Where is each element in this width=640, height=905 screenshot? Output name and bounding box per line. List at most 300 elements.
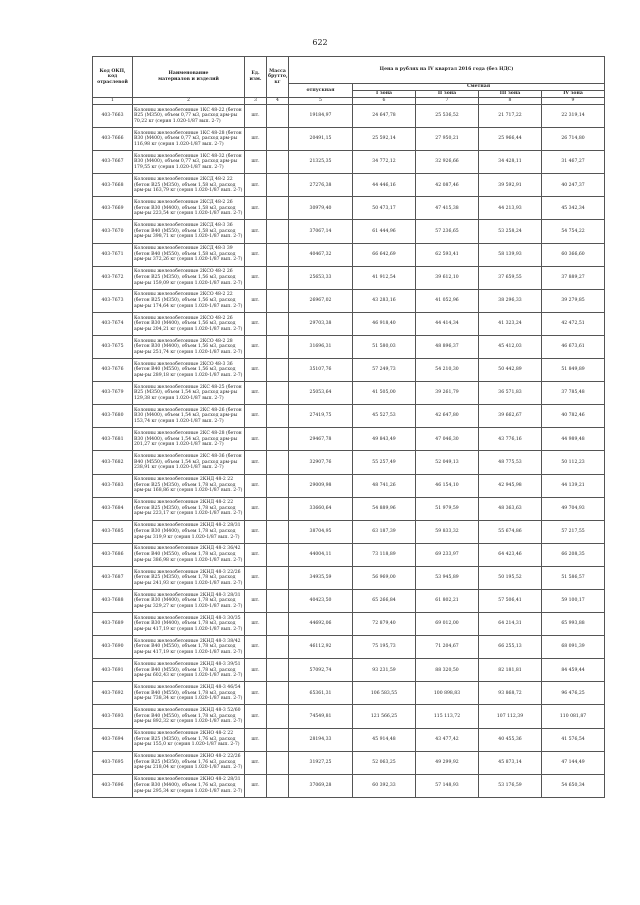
table-row <box>93 728 605 751</box>
cell-zone-4: 39 279,85 <box>542 289 605 312</box>
cell-zone-3: 82 181,81 <box>479 659 542 682</box>
cell-zone-1: 54 889,96 <box>353 497 416 520</box>
table-row <box>93 497 605 520</box>
cell-zone-4: 44 139,21 <box>542 474 605 497</box>
cell-zone-2: 52 049,13 <box>416 451 479 474</box>
cell-zone-3: 39 592,91 <box>479 174 542 197</box>
cell-price: 38704,95 <box>289 520 353 543</box>
cell-unit: шт. <box>245 197 267 220</box>
cell-name: Колонны железобетонные 2КС 48-28 (бетон В30 (М400), объем 1,54 м3, расход арм-ры 201,27 кг (серия 1.020-1/87 вып. 2-7) <box>133 428 245 451</box>
cell-zone-4: 68 091,39 <box>542 636 605 659</box>
cell-zone-3: 107 112,39 <box>479 705 542 728</box>
cell-name: Колонны железобетонные 2КСО 48-2 28 (бетон В30 (М400), объем 1,56 м3, расход арм-ры 251,74 кг (серия 1.020-1/87 вып. 2-7) <box>133 335 245 358</box>
cell-code: 403-7669 <box>93 197 133 220</box>
cell-zone-4: 47 144,49 <box>542 751 605 774</box>
cell-zone-4: 37 889,27 <box>542 266 605 289</box>
table-row <box>93 266 605 289</box>
cell-zone-2: 71 204,67 <box>416 636 479 659</box>
cell-unit: шт. <box>245 105 267 128</box>
table-row <box>93 636 605 659</box>
cell-price: 31927,25 <box>289 751 353 774</box>
cell-zone-2: 69 233,97 <box>416 543 479 566</box>
table-row <box>93 220 605 243</box>
cell-zone-4: 60 366,60 <box>542 243 605 266</box>
cell-name: Колонны железобетонные 2КСО 48-2 26 (бетон В25 (М350), объем 1,56 м3, расход арм-ры 159,09 кг (серия 1.020-1/87 вып. 2-7) <box>133 266 245 289</box>
cell-zone-1: 45 914,48 <box>353 728 416 751</box>
cell-code: 403-7686 <box>93 543 133 566</box>
cell-name: Колонны железобетонные 2КС 48-26 (бетон В30 (М400), объем 1,54 м3, расход арм-ры 153,74 кг (серия 1.020-1/87 вып. 2-7) <box>133 405 245 428</box>
cell-zone-3: 57 506,41 <box>479 589 542 612</box>
cell-zone-3: 45 412,03 <box>479 335 542 358</box>
colnum: 4 <box>267 98 289 105</box>
table-row <box>93 174 605 197</box>
cell-zone-2: 47 046,30 <box>416 428 479 451</box>
cell-mass <box>267 543 289 566</box>
colnum: 7 <box>416 98 479 105</box>
cell-name: Колонны железобетонные 2КСД 48-3 39 (бетон В40 (М550), объем 1,58 м3, расход арм-ры 372,26 кг (серия 1.020-1/87 вып. 2-7) <box>133 243 245 266</box>
table-row <box>93 705 605 728</box>
cell-zone-3: 93 868,72 <box>479 682 542 705</box>
cell-price: 26967,02 <box>289 289 353 312</box>
cell-price: 35107,76 <box>289 359 353 382</box>
cell-zone-2: 49 299,92 <box>416 751 479 774</box>
cell-mass <box>267 520 289 543</box>
cell-zone-2: 51 979,59 <box>416 497 479 520</box>
cell-zone-1: 65 266,84 <box>353 589 416 612</box>
cell-mass <box>267 705 289 728</box>
cell-zone-3: 44 213,93 <box>479 197 542 220</box>
cell-name: Колонны железобетонные 2КНО 48-2 22 (бетон В25 (М350), объем 1,76 м3, расход арм-ры 155,0 кг (серия 1.020-1/87 вып. 2-7) <box>133 728 245 751</box>
cell-zone-4: 54 650,34 <box>542 774 605 797</box>
cell-unit: шт. <box>245 751 267 774</box>
cell-price: 40467,32 <box>289 243 353 266</box>
header-mass: Масса брутто, кг <box>267 57 289 98</box>
cell-price: 33660,64 <box>289 497 353 520</box>
cell-zone-3: 41 323,24 <box>479 312 542 335</box>
header-price-title: Цена в рублях на IV квартал 2016 года (без НДС) <box>289 57 605 84</box>
cell-code: 403-7668 <box>93 174 133 197</box>
table-row <box>93 659 605 682</box>
cell-name: Колонны железобетонные 2КНД 48-3 22/26 (бетон В25 (М350), объем 1,78 м3, расход арм-ры 241,93 кг (серия 1.020-1/87 вып. 2-7) <box>133 566 245 589</box>
cell-mass <box>267 128 289 151</box>
cell-code: 403-7688 <box>93 589 133 612</box>
table-row <box>93 774 605 797</box>
cell-zone-4: 65 993,88 <box>542 613 605 636</box>
cell-zone-4: 96 476,25 <box>542 682 605 705</box>
cell-zone-1: 72 879,40 <box>353 613 416 636</box>
cell-price: 29467,78 <box>289 428 353 451</box>
header-name: Наименование материалов и изделий <box>133 57 245 98</box>
table-row <box>93 405 605 428</box>
cell-mass <box>267 613 289 636</box>
cell-name: Колонны железобетонные 2КНД 48-3 38/42 (бетон В40 (М550), объем 1,78 м3, расход арм-ры 417,19 кг (серия 1.020-1/87 вып. 2-7) <box>133 636 245 659</box>
cell-unit: шт. <box>245 589 267 612</box>
cell-zone-3: 58 139,93 <box>479 243 542 266</box>
cell-code: 403-7691 <box>93 659 133 682</box>
cell-zone-1: 63 187,39 <box>353 520 416 543</box>
cell-price: 27419,75 <box>289 405 353 428</box>
cell-zone-3: 64 214,31 <box>479 613 542 636</box>
cell-code: 403-7693 <box>93 705 133 728</box>
cell-mass <box>267 728 289 751</box>
colnum: 1 <box>93 98 133 105</box>
cell-code: 403-7679 <box>93 382 133 405</box>
cell-price: 65361,31 <box>289 682 353 705</box>
table-body <box>93 105 605 798</box>
cell-price: 19184,97 <box>289 105 353 128</box>
cell-zone-2: 42 087,46 <box>416 174 479 197</box>
cell-zone-3: 50 195,52 <box>479 566 542 589</box>
cell-zone-2: 61 802,21 <box>416 589 479 612</box>
table-row <box>93 243 605 266</box>
cell-price: 29703,38 <box>289 312 353 335</box>
colnum: 5 <box>289 98 353 105</box>
cell-mass <box>267 751 289 774</box>
cell-zone-2: 115 113,72 <box>416 705 479 728</box>
cell-zone-4: 66 208,35 <box>542 543 605 566</box>
cell-zone-2: 48 896,37 <box>416 335 479 358</box>
table-row <box>93 751 605 774</box>
cell-zone-2: 39 612,10 <box>416 266 479 289</box>
cell-zone-2: 27 950,21 <box>416 128 479 151</box>
colnum: 6 <box>353 98 416 105</box>
cell-zone-4: 22 319,14 <box>542 105 605 128</box>
cell-zone-4: 46 673,61 <box>542 335 605 358</box>
cell-zone-3: 48 363,63 <box>479 497 542 520</box>
table-row <box>93 359 605 382</box>
cell-code: 403-7666 <box>93 128 133 151</box>
cell-mass <box>267 405 289 428</box>
cell-mass <box>267 589 289 612</box>
cell-unit: шт. <box>245 705 267 728</box>
cell-zone-3: 50 442,89 <box>479 359 542 382</box>
table-row <box>93 566 605 589</box>
cell-unit: шт. <box>245 289 267 312</box>
cell-name: Колонны железобетонные 2КНД 48-2 28/31 (бетон В30 (М400), объем 1,78 м3, расход арм-ры 319,9 кг (серия 1.020-1/87 вып. 2-7) <box>133 520 245 543</box>
cell-zone-4: 26 714,80 <box>542 128 605 151</box>
cell-code: 403-7663 <box>93 105 133 128</box>
cell-zone-3: 40 455,36 <box>479 728 542 751</box>
cell-price: 44004,11 <box>289 543 353 566</box>
cell-zone-3: 42 945,98 <box>479 474 542 497</box>
cell-zone-4: 51 586,57 <box>542 566 605 589</box>
cell-mass <box>267 659 289 682</box>
cell-unit: шт. <box>245 220 267 243</box>
cell-zone-1: 25 592,14 <box>353 128 416 151</box>
cell-price: 20491,15 <box>289 128 353 151</box>
cell-zone-2: 46 154,10 <box>416 474 479 497</box>
cell-code: 403-7689 <box>93 613 133 636</box>
cell-zone-2: 25 536,52 <box>416 105 479 128</box>
cell-code: 403-7685 <box>93 520 133 543</box>
cell-name: Колонны железобетонные 2КНД 48-3 46/54 (бетон В40 (М550), объем 1,78 м3, расход арм-ры 738,34 кг (серия 1.020-1/87 вып. 2-7) <box>133 682 245 705</box>
cell-zone-2: 59 833,32 <box>416 520 479 543</box>
cell-zone-2: 62 593,41 <box>416 243 479 266</box>
cell-price: 28194,33 <box>289 728 353 751</box>
table-row <box>93 197 605 220</box>
header-zone-3: III зона <box>479 91 542 98</box>
cell-name: Колонны железобетонные 2КСД 48-2 26 (бетон В30 (М400), объем 1,58 м3, расход арм-ры 223,54 кг (серия 1.020-1/87 вып. 2-7) <box>133 197 245 220</box>
cell-mass <box>267 289 289 312</box>
cell-zone-4: 31 467,27 <box>542 151 605 174</box>
cell-name: Колонны железобетонные 2КНД 48-2 22 (бетон В25 (М350), объем 1,78 м3, расход арм-ры 168,86 кг (серия 1.020-1/87 вып. 2-7) <box>133 474 245 497</box>
cell-code: 403-7671 <box>93 243 133 266</box>
cell-price: 44692,06 <box>289 613 353 636</box>
price-table <box>92 56 605 798</box>
cell-unit: шт. <box>245 566 267 589</box>
cell-mass <box>267 105 289 128</box>
cell-zone-1: 75 195,73 <box>353 636 416 659</box>
cell-unit: шт. <box>245 428 267 451</box>
cell-name: Колонны железобетонные 2КС 48-36 (бетон В40 (М550), объем 1,54 м3, расход арм-ры 238,91 кг (серия 1.020-1/87 вып. 2-7) <box>133 451 245 474</box>
cell-zone-4: 110 081,87 <box>542 705 605 728</box>
cell-mass <box>267 428 289 451</box>
cell-zone-2: 42 647,80 <box>416 405 479 428</box>
cell-unit: шт. <box>245 682 267 705</box>
cell-mass <box>267 335 289 358</box>
cell-zone-3: 53 176,59 <box>479 774 542 797</box>
cell-zone-2: 57 236,65 <box>416 220 479 243</box>
cell-unit: шт. <box>245 174 267 197</box>
cell-zone-3: 39 662,67 <box>479 405 542 428</box>
cell-zone-3: 64 423,46 <box>479 543 542 566</box>
table-row <box>93 682 605 705</box>
cell-zone-1: 57 249,73 <box>353 359 416 382</box>
cell-zone-4: 40 247,37 <box>542 174 605 197</box>
cell-zone-3: 34 428,11 <box>479 151 542 174</box>
cell-unit: шт. <box>245 266 267 289</box>
cell-mass <box>267 451 289 474</box>
cell-zone-3: 55 674,86 <box>479 520 542 543</box>
cell-zone-1: 41 912,54 <box>353 266 416 289</box>
table-row <box>93 474 605 497</box>
cell-zone-2: 43 477,42 <box>416 728 479 751</box>
cell-zone-2: 100 898,83 <box>416 682 479 705</box>
cell-zone-1: 55 257,49 <box>353 451 416 474</box>
cell-code: 403-7676 <box>93 359 133 382</box>
cell-name: Колонны железобетонные 2КНД 48-2 36/42 (бетон В40 (М550), объем 1,78 м3, расход арм-ры 386,98 кг (серия 1.020-1/87 вып. 2-7) <box>133 543 245 566</box>
cell-zone-2: 54 210,30 <box>416 359 479 382</box>
cell-zone-4: 42 472,51 <box>542 312 605 335</box>
cell-zone-1: 52 063,25 <box>353 751 416 774</box>
cell-code: 403-7680 <box>93 405 133 428</box>
cell-zone-3: 36 571,83 <box>479 382 542 405</box>
cell-code: 403-7674 <box>93 312 133 335</box>
cell-unit: шт. <box>245 243 267 266</box>
cell-zone-2: 57 148,93 <box>416 774 479 797</box>
cell-name: Колонны железобетонные 1КС 48-32 (бетон В30 (М400), объем 0,77 м3, расход арм-ры 179,55 кг (серия 1.020-1/87 вып. 2-7) <box>133 151 245 174</box>
cell-unit: шт. <box>245 151 267 174</box>
cell-zone-2: 32 926,66 <box>416 151 479 174</box>
cell-unit: шт. <box>245 636 267 659</box>
header-row-1 <box>93 57 605 84</box>
cell-price: 37069,28 <box>289 774 353 797</box>
cell-code: 403-7682 <box>93 451 133 474</box>
cell-code: 403-7670 <box>93 220 133 243</box>
cell-zone-2: 69 012,00 <box>416 613 479 636</box>
cell-zone-1: 106 583,55 <box>353 682 416 705</box>
cell-zone-2: 39 261,79 <box>416 382 479 405</box>
page-number: 622 <box>312 38 328 47</box>
table-row <box>93 312 605 335</box>
cell-zone-1: 45 527,53 <box>353 405 416 428</box>
cell-mass <box>267 682 289 705</box>
cell-mass <box>267 359 289 382</box>
table-row <box>93 335 605 358</box>
cell-zone-1: 121 566,25 <box>353 705 416 728</box>
cell-zone-1: 46 918,40 <box>353 312 416 335</box>
cell-name: Колонны железобетонные 2КНД 48-3 30/35 (бетон В30 (М400), объем 1,78 м3, расход арм-ры 417,19 кг (серия 1.020-1/87 вып. 2-7) <box>133 613 245 636</box>
cell-name: Колонны железобетонные 2КНД 48-2 22 (бетон В25 (М350), объем 1,78 м3, расход арм-ры 223,17 кг (серия 1.020-1/87 вып. 2-7) <box>133 497 245 520</box>
cell-price: 57092,74 <box>289 659 353 682</box>
cell-zone-4: 51 849,89 <box>542 359 605 382</box>
cell-unit: шт. <box>245 382 267 405</box>
cell-mass <box>267 474 289 497</box>
cell-unit: шт. <box>245 774 267 797</box>
cell-zone-4: 50 112,23 <box>542 451 605 474</box>
cell-code: 403-7684 <box>93 497 133 520</box>
cell-name: Колонны железобетонные 2КСО 48-2 26 (бетон В30 (М400), объем 1,56 м3, расход арм-ры 204,21 кг (серия 1.020-1/87 вып. 2-7) <box>133 312 245 335</box>
cell-zone-2: 47 415,38 <box>416 197 479 220</box>
cell-zone-1: 73 118,89 <box>353 543 416 566</box>
header-zone-1: I зона <box>353 91 416 98</box>
cell-unit: шт. <box>245 497 267 520</box>
cell-zone-1: 48 741,26 <box>353 474 416 497</box>
cell-code: 403-7690 <box>93 636 133 659</box>
cell-name: Колонны железобетонные 2КНД 48-3 39/51 (бетон В40 (М550), объем 1,78 м3, расход арм-ры 602,43 кг (серия 1.020-1/87 вып. 2-7) <box>133 659 245 682</box>
cell-code: 403-7687 <box>93 566 133 589</box>
table-row <box>93 543 605 566</box>
cell-zone-1: 50 473,17 <box>353 197 416 220</box>
cell-name: Колонны железобетонные 2КСО 48-3 36 (бетон В40 (М550), объем 1,56 м3, расход арм-ры 289,18 кг (серия 1.020-1/87 вып. 2-7) <box>133 359 245 382</box>
cell-unit: шт. <box>245 405 267 428</box>
cell-zone-4: 44 989,48 <box>542 428 605 451</box>
cell-unit: шт. <box>245 128 267 151</box>
header-smeta: Сметная <box>353 84 605 91</box>
table-row <box>93 428 605 451</box>
cell-unit: шт. <box>245 659 267 682</box>
cell-price: 32907,76 <box>289 451 353 474</box>
cell-zone-1: 41 505,00 <box>353 382 416 405</box>
table-row <box>93 613 605 636</box>
cell-zone-1: 66 642,69 <box>353 243 416 266</box>
cell-unit: шт. <box>245 359 267 382</box>
cell-price: 29009,98 <box>289 474 353 497</box>
cell-zone-3: 43 776,16 <box>479 428 542 451</box>
cell-zone-1: 60 392,33 <box>353 774 416 797</box>
cell-mass <box>267 774 289 797</box>
cell-price: 31696,31 <box>289 335 353 358</box>
cell-zone-3: 45 873,14 <box>479 751 542 774</box>
cell-zone-4: 49 704,93 <box>542 497 605 520</box>
cell-zone-1: 24 647,78 <box>353 105 416 128</box>
cell-zone-4: 57 217,55 <box>542 520 605 543</box>
cell-code: 403-7683 <box>93 474 133 497</box>
cell-price: 34935,59 <box>289 566 353 589</box>
cell-price: 30979,40 <box>289 197 353 220</box>
cell-zone-4: 54 754,22 <box>542 220 605 243</box>
cell-zone-1: 34 772,12 <box>353 151 416 174</box>
cell-price: 25653,33 <box>289 266 353 289</box>
cell-zone-4: 84 459,44 <box>542 659 605 682</box>
cell-zone-4: 40 782,46 <box>542 405 605 428</box>
cell-mass <box>267 266 289 289</box>
cell-zone-3: 25 966,44 <box>479 128 542 151</box>
cell-unit: шт. <box>245 335 267 358</box>
cell-mass <box>267 174 289 197</box>
cell-name: Колонны железобетонные 2КНД 48-3 52/60 (бетон В40 (М550), объем 1,78 м3, расход арм-ры 892,32 кг (серия 1.020-1/87 вып. 2-7) <box>133 705 245 728</box>
cell-price: 40423,50 <box>289 589 353 612</box>
cell-zone-4: 41 576,54 <box>542 728 605 751</box>
cell-zone-4: 59 100,17 <box>542 589 605 612</box>
cell-zone-4: 37 785,48 <box>542 382 605 405</box>
cell-unit: шт. <box>245 543 267 566</box>
cell-code: 403-7692 <box>93 682 133 705</box>
cell-mass <box>267 497 289 520</box>
cell-zone-2: 41 052,96 <box>416 289 479 312</box>
cell-zone-2: 88 320,50 <box>416 659 479 682</box>
cell-zone-1: 49 843,49 <box>353 428 416 451</box>
header-zone-4: IV зона <box>542 91 605 98</box>
cell-code: 403-7696 <box>93 774 133 797</box>
cell-unit: шт. <box>245 613 267 636</box>
cell-zone-3: 66 255,13 <box>479 636 542 659</box>
cell-name: Колонны железобетонные 1КС 48-22 (бетон В25 (М350), объем 0,77 м3, расход арм-ры 70,22 кг (серия 1.020-1/87 вып. 2-7) <box>133 105 245 128</box>
cell-zone-1: 56 969,00 <box>353 566 416 589</box>
colnum: 8 <box>479 98 542 105</box>
cell-zone-1: 61 444,96 <box>353 220 416 243</box>
table-row <box>93 105 605 128</box>
table-row <box>93 520 605 543</box>
cell-zone-1: 44 446,16 <box>353 174 416 197</box>
cell-name: Колонны железобетонные 2КСД 48-3 36 (бетон В40 (М550), объем 1,58 м3, расход арм-ры 398,71 кг (серия 1.020-1/87 вып. 2-7) <box>133 220 245 243</box>
cell-code: 403-7667 <box>93 151 133 174</box>
colnum: 3 <box>245 98 267 105</box>
cell-mass <box>267 220 289 243</box>
cell-name: Колонны железобетонные 2КНО 48-2 28/31 (бетон В30 (М400), объем 1,76 м3, расход арм-ры 295,34 кг (серия 1.020-1/87 вып. 2-7) <box>133 774 245 797</box>
colnum: 2 <box>133 98 245 105</box>
cell-mass <box>267 636 289 659</box>
table-row <box>93 382 605 405</box>
cell-mass <box>267 243 289 266</box>
cell-mass <box>267 382 289 405</box>
cell-name: Колонны железобетонные 2КС 48-25 (бетон В25 (М350), объем 1,54 м3, расход арм-ры 129,38 кг (серия 1.020-1/87 вып. 2-7) <box>133 382 245 405</box>
cell-name: Колонны железобетонные 2КНО 48-2 22/26 (бетон В25 (М350), объем 1,76 м3, расход арм-ры 218,04 кг (серия 1.020-1/87 вып. 2-7) <box>133 751 245 774</box>
cell-unit: шт. <box>245 474 267 497</box>
cell-price: 25053,64 <box>289 382 353 405</box>
cell-price: 74549,81 <box>289 705 353 728</box>
cell-code: 403-7675 <box>93 335 133 358</box>
cell-zone-1: 43 283,16 <box>353 289 416 312</box>
cell-code: 403-7695 <box>93 751 133 774</box>
cell-zone-3: 37 659,55 <box>479 266 542 289</box>
cell-zone-2: 53 945,89 <box>416 566 479 589</box>
cell-price: 27276,38 <box>289 174 353 197</box>
cell-zone-4: 45 342,34 <box>542 197 605 220</box>
cell-zone-1: 93 231,59 <box>353 659 416 682</box>
cell-zone-3: 53 258,24 <box>479 220 542 243</box>
cell-unit: шт. <box>245 451 267 474</box>
cell-price: 21325,35 <box>289 151 353 174</box>
cell-name: Колонны железобетонные 2КНД 48-3 28/31 (бетон В30 (М400), объем 1,78 м3, расход арм-ры 329,27 кг (серия 1.020-1/87 вып. 2-7) <box>133 589 245 612</box>
header-unit: Ед. изм. <box>245 57 267 98</box>
header-code: Код ОКП, код отраслевой <box>93 57 133 98</box>
cell-unit: шт. <box>245 312 267 335</box>
table-row <box>93 589 605 612</box>
cell-unit: шт. <box>245 728 267 751</box>
cell-code: 403-7681 <box>93 428 133 451</box>
cell-price: 46112,92 <box>289 636 353 659</box>
